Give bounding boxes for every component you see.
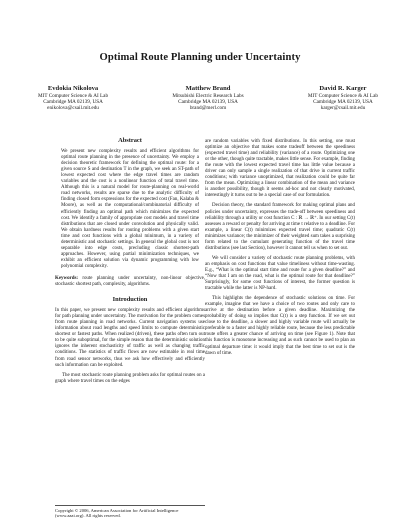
author-affiliation: MIT Computer Science & AI Lab xyxy=(307,93,378,99)
intro-paragraph-2: The most stochastic route planning problem asks for optimal routes on a graph where travel times on the edges xyxy=(55,372,205,384)
author-3 xyxy=(308,85,378,112)
author-name: Matthew Brand xyxy=(185,85,231,92)
author-email: karger@csail.mit.edu xyxy=(320,105,366,112)
author-name: David R. Karger xyxy=(319,85,367,92)
author-name: Evdokia Nikolova xyxy=(47,85,99,92)
author-email: brand@merl.com xyxy=(189,105,227,112)
author-affiliation: Mitsubishi Electric Research Labs xyxy=(172,93,244,99)
author-2 xyxy=(172,85,243,112)
keywords-label: Keywords: xyxy=(55,275,79,281)
intro-heading: Introduction xyxy=(112,296,148,304)
intro-paragraph-1: In this paper, we present new complexity results and efficient algorithms for path planning under uncertainty. The motivation for the problem comes from route planning in road networks. Current navigation systems use information about road lengths and speed limits to compute deterministic shortest or fastest paths. When realized (driven), these paths often turn out to be quite suboptimal, for the simple reason that the deterministic solution ignores the inherent stochasticity of traffic as well as changing traffic conditions. The statistics of traffic flows are now estimable in real time from road sensor networks, thus we ask how effectively and efficiently such information can be exploited. xyxy=(55,308,205,368)
abstract-heading: Abstract xyxy=(118,137,142,144)
author-address: Cambridge MA 02139, USA xyxy=(313,99,373,106)
right-paragraph-3: We will consider a variety of stochastic route planning problems, with an emphasis on cost functions that value timeliness without time-wasting. E.g., “What is the optimal start time and route for a given deadline?” and “Now that I am on the road, what is the optimal route for that deadline?” Surprisingly, for some cost functions of interest, the former question is tractable while the latter is NP-hard. xyxy=(205,255,355,292)
author-affiliation: MIT Computer Science & AI Lab xyxy=(38,93,109,99)
abstract-text: We present new complexity results and efficient algorithms for optimal route planning in the presence of uncertainty. We employ a decision theoretic framework for defining the optimal route: for a given source S and destination T in the graph, we seek an ST-path of lowest expected cost where the edge travel times are random variables and the cost is a nonlinear function of total travel time. Although this is a natural model for route-planning on real-world road networks, results are sparse due to the analytic difficulty of finding closed form expressions for the expected cost (Fan, Kalaba & Moore), as well as the computational/combinatorial difficulty of efficiently finding an optimal path which minimizes the expected cost. We identify a family of appropriate cost models and travel time distributions that are closed under convolution and physically valid. We obtain hardness results for routing problems with a given start time and cost functions with a global minimum, in a variety of deterministic and stochastic settings. In general the global cost is not separable into edge costs, precluding classic shortest-path approaches. However, using partial minimization techniques, we exhibit an efficient solution via dynamic programming with low polynomial complexity. xyxy=(61,149,199,269)
left-column xyxy=(55,138,205,389)
abstract-body xyxy=(55,149,205,270)
paper-title: Optimal Route Planning under Uncertainty xyxy=(99,52,301,63)
right-paragraph-4: This highlights the dependence of stochastic solutions on time. For example, imagine that we have a choice of two routes and only care to arrive at the destination before a given deadline. Maximizing the probability of doing so implies that C(t) is a step function. If we set out close to the deadline, a slower and highly variable route will actually be preferable to a faster and highly reliable route, because the less predictable route offers a greater chance of arriving on time (see Figure 1). Note that this function is monotone increasing and as such cannot be used to plan an optimal departure time: it would imply that the best time to set out is the dawn of time. xyxy=(205,296,355,356)
keywords xyxy=(55,276,205,288)
author-email: enikolova@csail.mit.edu xyxy=(47,105,99,112)
copyright-notice: Copyright © 2006, American Association for Artificial Intelligence (www.aaai.org). All rights reserved. xyxy=(55,505,205,518)
right-column xyxy=(205,139,355,361)
author-address: Cambridge MA 02139, USA xyxy=(178,99,238,106)
right-paragraph-2: Decision theory, the standard framework for making optimal plans and policies under uncertainty, expresses the trade-off between speediness and reliability through a utility or cost function C : ℝ → ℝ⁺. In our setting C(t) assesses a reward or penalty for arriving at time t relative to a deadline. For example, a linear C(t) minimizes expected travel time; quadratic C(t) minimizes variance; the minimizer of their weighted sum takes a surprising form related to the cumulant generating function of the travel time distributions (see last Section), however it cannot tell us when to set out. xyxy=(205,203,355,251)
author-block xyxy=(38,85,378,112)
author-address: Cambridge MA 02139, USA xyxy=(43,99,103,106)
keywords-text: route planning under uncertainty, non-linear objective, stochastic shortest path, complexity, algorithms. xyxy=(55,275,205,288)
author-1 xyxy=(38,85,108,112)
right-paragraph-1: are random variables with fixed distributions. In this setting, one must optimize an objective that makes some tradeoff between the speediness (expected travel time) and reliability (variance) of a route. Optimizing one or the other, though quite tractable, makes little sense. For example, finding the route with the lowest expected travel time has little value because a driver can only sample a single realization of that drive in current traffic conditions; with variance unoptimized, that realization could be quite far from the mean. Optimizing a linear combination of the mean and variance is another possibility, though it seems ad-hoc and not clearly motivated, interestingly it turns out to be a special case of our formulation. xyxy=(205,139,355,199)
